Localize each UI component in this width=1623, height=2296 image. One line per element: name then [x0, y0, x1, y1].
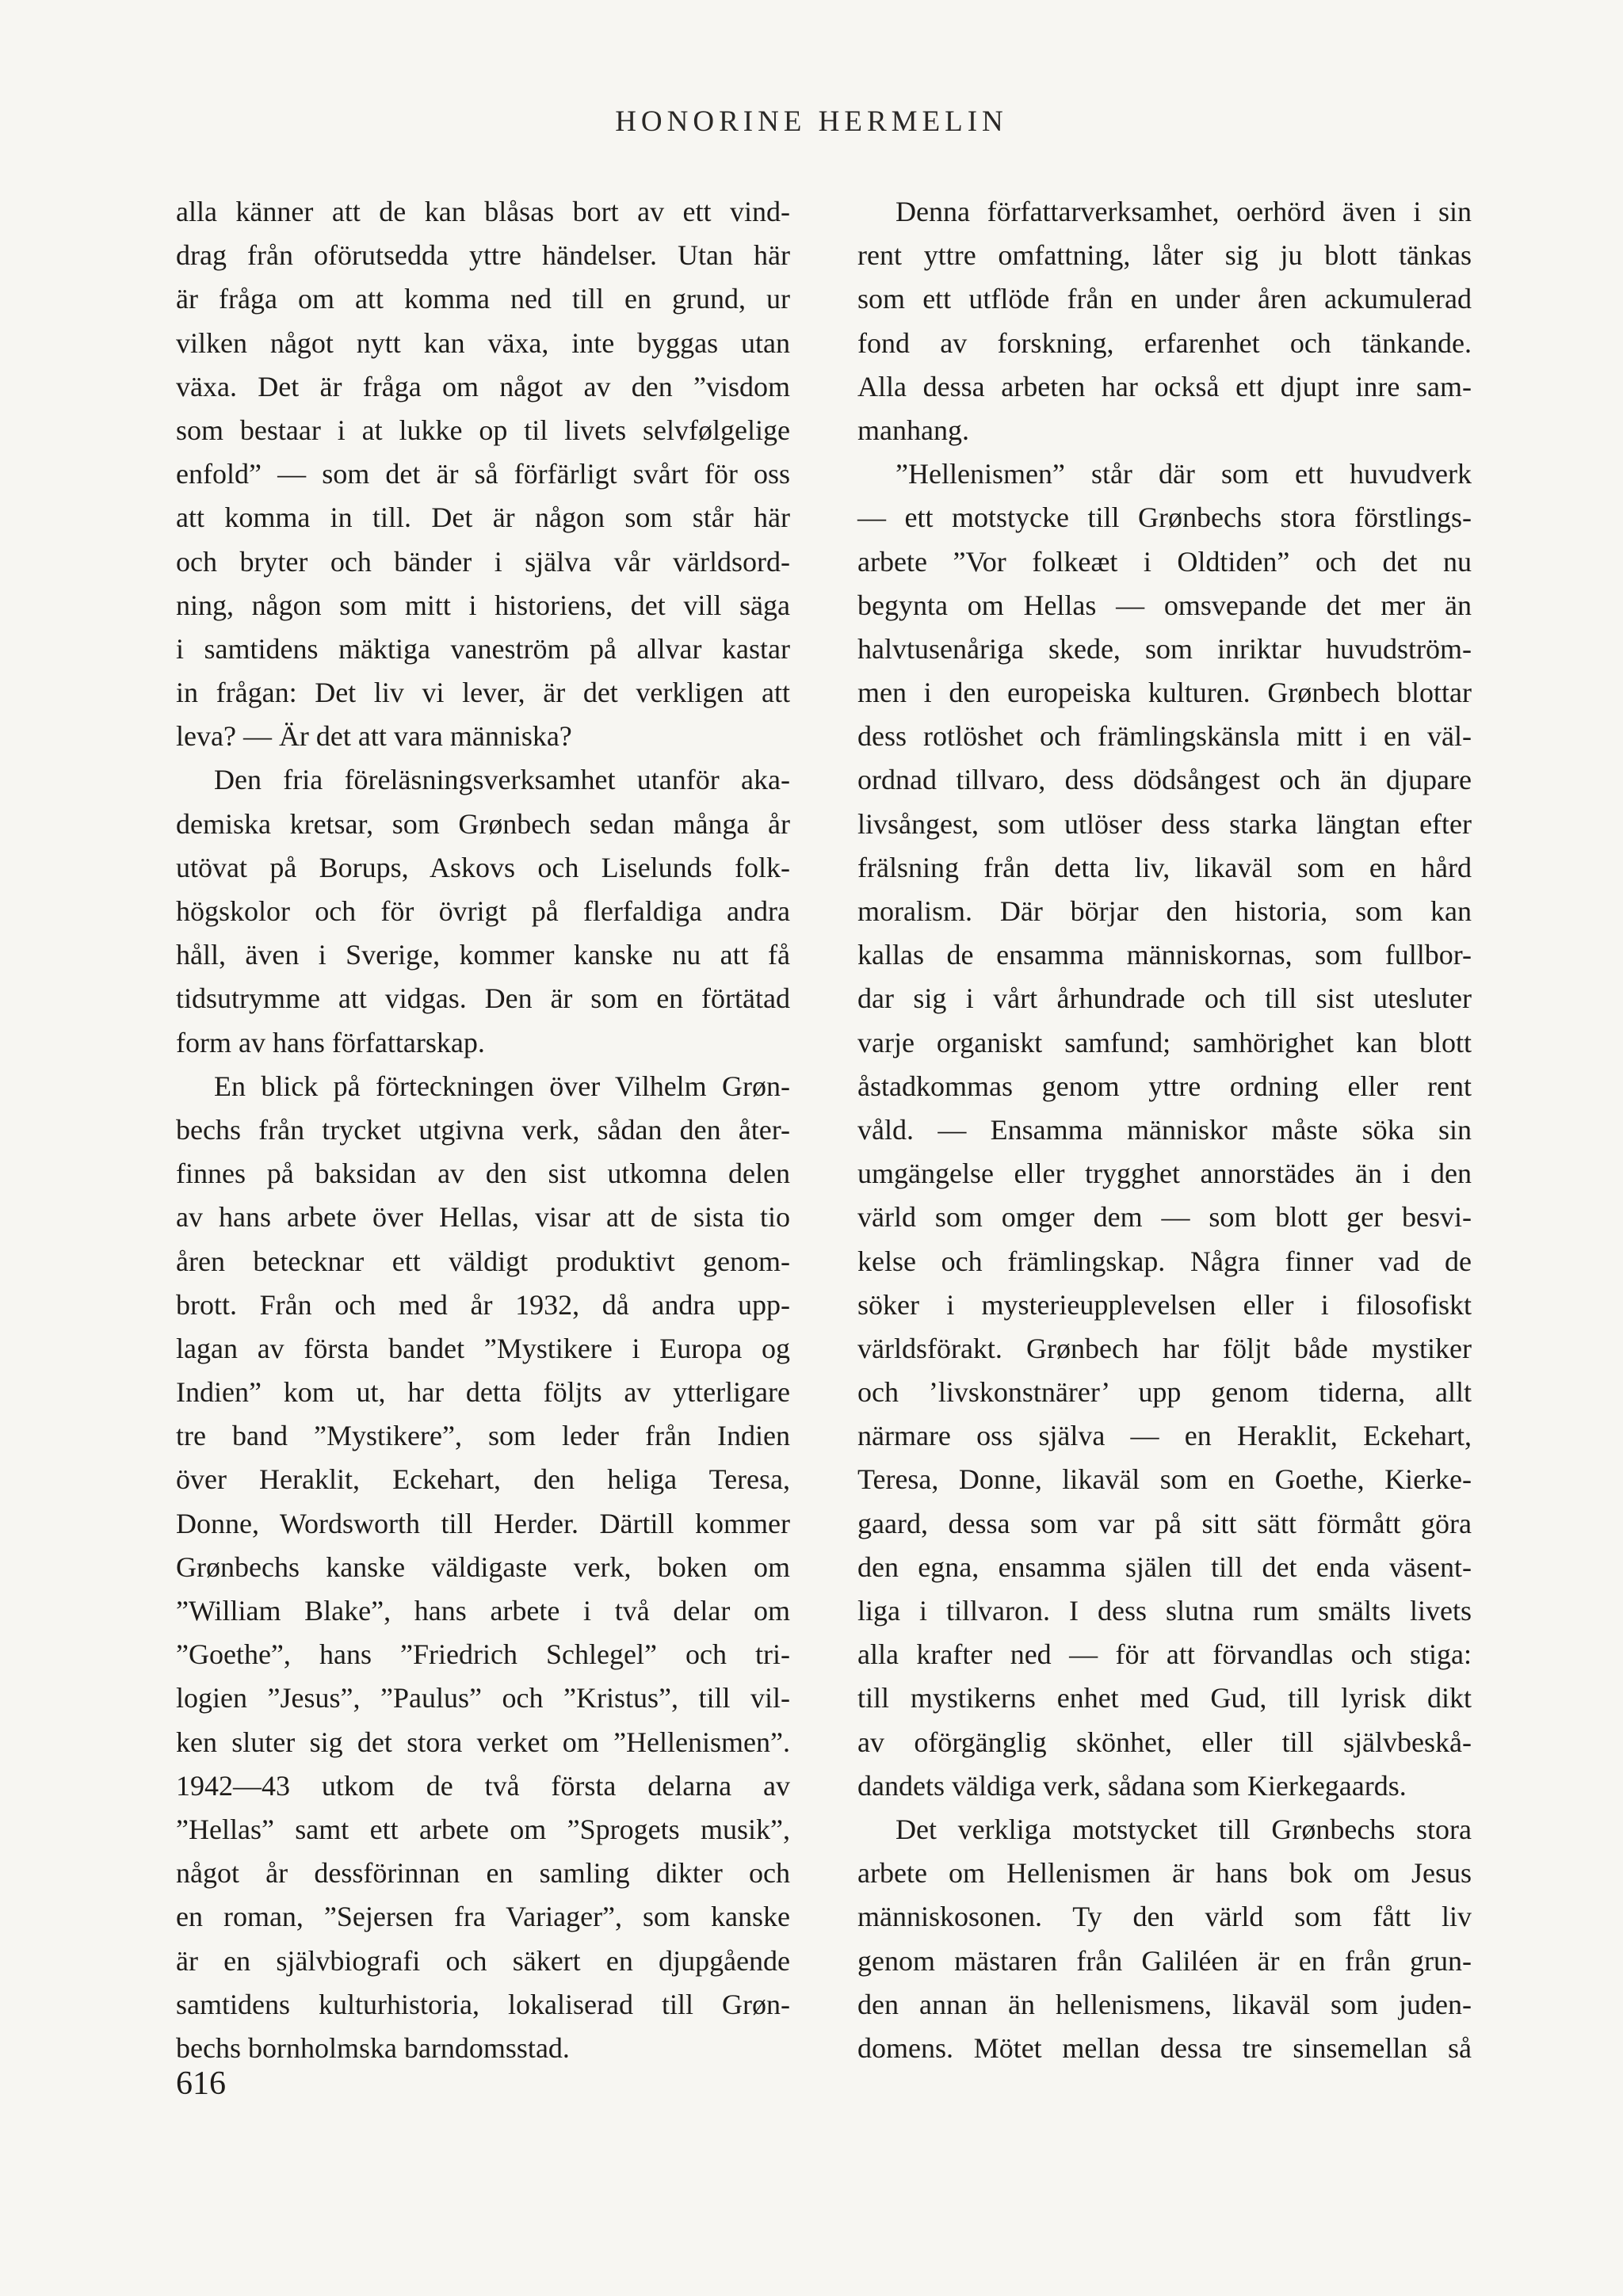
text-line: som bestaar i at lukke op til livets selvfølgelige — [176, 414, 790, 446]
text-line: varje organiskt samfund; samhörighet kan blott — [857, 1026, 1472, 1058]
text-line: halvtusenåriga skede, som inriktar huvudström- — [857, 632, 1472, 665]
text-line: frälsning från detta liv, likaväl som en hård — [857, 851, 1472, 883]
text-line: dess rotlöshet och främlingskänsla mitt i en väl- — [857, 720, 1472, 753]
text-line: vilken något nytt kan växa, inte byggas utan — [176, 326, 790, 359]
text-line: värld som omger dem — som blott ger besvi- — [857, 1201, 1472, 1234]
text-line: drag från oförutsedda yttre händelser. Utan här — [176, 239, 790, 272]
text-line: söker i mysterieupplevelsen eller i filosofiskt — [857, 1288, 1472, 1321]
text-line: arbete om Hellenismen är hans bok om Jesus — [857, 1857, 1472, 1890]
text-line: dar sig i vårt århundrade och till sist utesluter — [857, 982, 1472, 1015]
text-line: Det verkliga motstycket till Grønbechs stora — [896, 1813, 1472, 1845]
text-line: av oförgänglig skönhet, eller till självbeskå- — [857, 1726, 1472, 1758]
text-line: fond av forskning, erfarenhet och tänkande. — [857, 326, 1472, 359]
text-line: världsförakt. Grønbech har följt både mystiker — [857, 1332, 1472, 1364]
text-line: över Heraklit, Eckehart, den heliga Teresa, — [176, 1463, 790, 1496]
text-line: och ’livskonstnärer’ upp genom tiderna, allt — [857, 1376, 1472, 1409]
text-line: är fråga om att komma ned till en grund, ur — [176, 283, 790, 315]
text-line: tidsutrymme att vidgas. Den är som en förtätad — [176, 982, 790, 1015]
text-line: växa. Det är fråga om något av den ”visdom — [176, 370, 790, 402]
text-line: av hans arbete över Hellas, visar att de sista tio — [176, 1201, 790, 1234]
text-line: Grønbechs kanske väldigaste verk, boken om — [176, 1550, 790, 1583]
text-line: manhang. — [857, 414, 969, 446]
text-line: in frågan: Det liv vi lever, är det verkligen att — [176, 677, 790, 709]
text-line: enfold” — som det är så förfärligt svårt för oss — [176, 458, 790, 490]
text-line: som ett utflöde från en under åren ackumulerad — [857, 283, 1472, 315]
text-line: Alla dessa arbeten har också ett djupt inre sam- — [857, 370, 1472, 402]
text-line: samtidens kulturhistoria, lokaliserad till Grøn- — [176, 1988, 790, 2020]
text-line: bechs från trycket utgivna verk, sådan den åter- — [176, 1113, 790, 1146]
text-line: åstadkommas genom yttre ordning eller rent — [857, 1070, 1472, 1102]
text-line: brott. Från och med år 1932, då andra upp- — [176, 1288, 790, 1321]
text-line: arbete ”Vor folkeæt i Oldtiden” och det nu — [857, 545, 1472, 578]
text-line: våld. — Ensamma människor måste söka sin — [857, 1113, 1472, 1146]
text-line: den egna, ensamma själen till det enda väsent- — [857, 1550, 1472, 1583]
text-line: livsångest, som utlöser dess starka längtan efter — [857, 807, 1472, 840]
text-line: kallas de ensamma människornas, som fullbor- — [857, 939, 1472, 971]
text-line: ordnad tillvaro, dess dödsångest och än djupare — [857, 764, 1472, 796]
text-line: Donne, Wordsworth till Herder. Därtill kommer — [176, 1507, 790, 1539]
text-line: genom mästaren från Galiléen är en från grun- — [857, 1944, 1472, 1977]
text-line: är en självbiografi och säkert en djupgående — [176, 1944, 790, 1977]
text-line: tre band ”Mystikere”, som leder från Indien — [176, 1420, 790, 1452]
text-line: leva? — Är det att vara människa? — [176, 720, 572, 753]
text-line: kelse och främlingskap. Några finner vad de — [857, 1245, 1472, 1277]
text-line: moralism. Där börjar den historia, som kan — [857, 895, 1472, 927]
text-line: Denna författarverksamhet, oerhörd även i sin — [896, 196, 1472, 227]
text-line: bechs bornholmska barndomsstad. — [176, 2031, 570, 2064]
left-column — [176, 190, 790, 2070]
text-line: dandets väldiga verk, sådana som Kierkegaards. — [857, 1769, 1407, 1802]
text-line: människosonen. Ty den värld som fått liv — [857, 1901, 1472, 1933]
text-line: men i den europeiska kulturen. Grønbech blottar — [857, 677, 1472, 709]
text-line: håll, även i Sverige, kommer kanske nu att få — [176, 939, 790, 971]
page-number: 616 — [176, 2065, 226, 2102]
text-line: och bryter och bänder i själva vår världsord- — [176, 545, 790, 578]
text-line: logien ”Jesus”, ”Paulus” och ”Kristus”, till vil- — [176, 1682, 790, 1714]
text-line: — ett motstycke till Grønbechs stora förstlings- — [857, 502, 1472, 534]
text-line: alla krafter ned — för att förvandlas och stiga: — [857, 1638, 1472, 1671]
text-line: finnes på baksidan av den sist utkomna delen — [176, 1158, 790, 1190]
text-line: ”William Blake”, hans arbete i två delar om — [176, 1595, 790, 1627]
text-line: att komma in till. Det är någon som står här — [176, 502, 790, 534]
text-line: något år dessförinnan en samling dikter och — [176, 1857, 790, 1890]
text-line: Den fria föreläsningsverksamhet utanför aka- — [214, 764, 790, 796]
right-column — [857, 190, 1472, 2070]
text-line: begynta om Hellas — omsvepande det mer än — [857, 589, 1472, 621]
text-line: liga i tillvaron. I dess slutna rum smälts livets — [857, 1595, 1472, 1627]
text-line: åren betecknar ett väldigt produktivt genom- — [176, 1245, 790, 1277]
text-line: i samtidens mäktiga vaneström på allvar kastar — [176, 632, 790, 665]
text-line: ken sluter sig det stora verket om ”Hellenismen”. — [176, 1726, 790, 1758]
text-line: ”Hellenismen” står där som ett huvudverk — [896, 458, 1472, 490]
text-line: till mystikerns enhet med Gud, till lyrisk dikt — [857, 1682, 1472, 1714]
text-line: en roman, ”Sejersen fra Variager”, som kanske — [176, 1901, 790, 1933]
text-line: Teresa, Donne, likaväl som en Goethe, Kierke- — [857, 1463, 1472, 1496]
text-line: ”Goethe”, hans ”Friedrich Schlegel” och tri- — [176, 1638, 790, 1671]
text-line: 1942—43 utkom de två första delarna av — [176, 1769, 790, 1802]
text-line: den annan än hellenismens, likaväl som juden- — [857, 1988, 1472, 2020]
text-line: ”Hellas” samt ett arbete om ”Sprogets musik”, — [176, 1813, 790, 1845]
text-line: domens. Mötet mellan dessa tre sinsemellan så — [857, 2031, 1472, 2064]
text-line: gaard, dessa som var på sitt sätt förmått göra — [857, 1507, 1472, 1539]
text-line: närmare oss själva — en Heraklit, Eckehart, — [857, 1420, 1472, 1452]
text-line: Indien” kom ut, har detta följts av ytterligare — [176, 1376, 790, 1409]
running-head: HONORINE HERMELIN — [615, 105, 1008, 138]
text-line: form av hans författarskap. — [176, 1026, 485, 1058]
text-line: lagan av första bandet ”Mystikere i Europa og — [176, 1332, 790, 1364]
text-line: umgängelse eller trygghet annorstädes än i den — [857, 1158, 1472, 1190]
text-line: högskolor och för övrigt på flerfaldiga andra — [176, 895, 790, 927]
text-line: rent yttre omfattning, låter sig ju blott tänkas — [857, 239, 1472, 272]
text-line: utövat på Borups, Askovs och Liselunds folk- — [176, 851, 790, 883]
text-line: En blick på förteckningen över Vilhelm Grøn- — [214, 1070, 790, 1102]
text-line: alla känner att de kan blåsas bort av ett vind- — [176, 196, 790, 227]
text-line: ning, någon som mitt i historiens, det vill säga — [176, 589, 790, 621]
text-line: demiska kretsar, som Grønbech sedan många år — [176, 807, 790, 840]
